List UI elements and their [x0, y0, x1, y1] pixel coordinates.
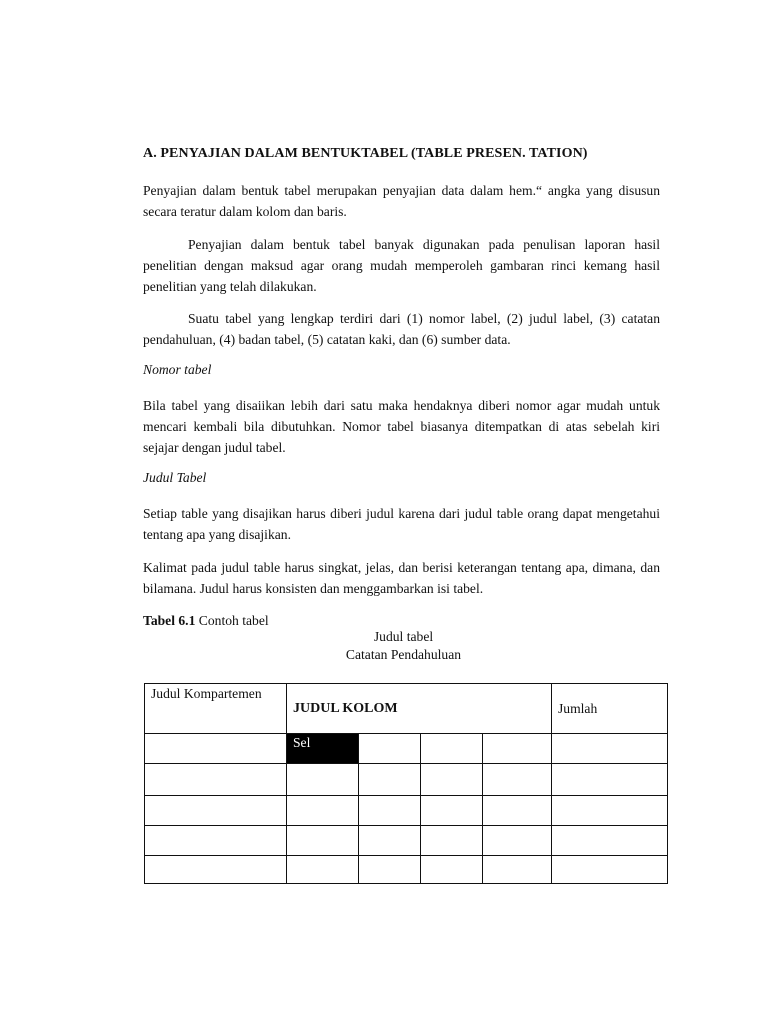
paragraph-intro: Penyajian dalam bentuk tabel merupakan penyajian data dalam hem.“ angka yang disusun secara teratur dalam kolom dan baris.: [143, 183, 660, 219]
table-cell: [483, 826, 552, 856]
table-cell: [359, 856, 421, 884]
table-cell: [552, 796, 668, 826]
table-cell: [287, 796, 359, 826]
paragraph-kalimat: Kalimat pada judul table harus singkat, jelas, dan berisi keterangan tentang apa, dimana, dan bilamana. Judul harus konsisten dan menggambarkan isi tabel.: [143, 560, 660, 596]
table-caption: [143, 613, 269, 629]
table-cell: [421, 856, 483, 884]
table-number: Tabel 6.1: [143, 613, 196, 628]
table-cell: [287, 826, 359, 856]
header-kompartemen: Judul Kompartemen: [145, 684, 287, 734]
table-cell: [421, 796, 483, 826]
header-judul-kolom: JUDUL KOLOM: [287, 684, 552, 734]
table-cell: [359, 734, 421, 764]
table-cell: [359, 764, 421, 796]
table-cell: [483, 796, 552, 826]
table-row: [145, 856, 668, 884]
subheading-judul-tabel: Judul Tabel: [143, 470, 207, 485]
highlighted-cell-sel: Sel: [287, 734, 359, 764]
table-cell: [421, 826, 483, 856]
table-cell: [483, 734, 552, 764]
table-intro-note: Catatan Pendahuluan: [345, 647, 462, 662]
table-cell: [287, 764, 359, 796]
table-cell: [145, 856, 287, 884]
subheading-nomor-tabel: Nomor tabel: [143, 362, 212, 377]
table-cell: [483, 856, 552, 884]
table-cell: [552, 734, 668, 764]
section-heading: A. PENYAJIAN DALAM BENTUKTABEL (TABLE PRESEN. TATION): [143, 146, 588, 161]
table-row: [145, 734, 668, 764]
table-row: [145, 764, 668, 796]
table-cell: [552, 764, 668, 796]
table-cell: [421, 734, 483, 764]
table-cell: [552, 826, 668, 856]
table-cell: [145, 796, 287, 826]
table-row: [145, 796, 668, 826]
paragraph-nomor: Bila tabel yang disaiikan lebih dari satu maka hendaknya diberi nomor agar mudah untuk mencari kembali bila dibutuhkan. Nomor tabel biasanya ditempatkan di atas sebelah kiri sejajar dengan judul tabel.: [143, 398, 660, 455]
table-cell: [145, 734, 287, 764]
table-cell: [552, 856, 668, 884]
table-title: Judul tabel: [373, 629, 434, 644]
table-cell: [359, 826, 421, 856]
table-header-row: [145, 684, 668, 734]
table-row: [145, 826, 668, 856]
sample-table: [144, 683, 668, 884]
table-cell: [483, 764, 552, 796]
paragraph-usage: Penyajian dalam bentuk tabel banyak digunakan pada penulisan laporan hasil penelitian dengan maksud agar orang mudah memperoleh gambaran rinci kemang hasil penelitian yang telah dilakukan.: [143, 237, 660, 294]
table-cell: [145, 764, 287, 796]
table-cell: [421, 764, 483, 796]
table-cell: [287, 856, 359, 884]
paragraph-judul: Setiap table yang disajikan harus diberi judul karena dari judul table orang dapat mengetahui tentang apa yang disajikan.: [143, 506, 660, 542]
table-cell: [145, 826, 287, 856]
table-caption-text: Contoh tabel: [195, 613, 269, 628]
paragraph-components: Suatu tabel yang lengkap terdiri dari (1) nomor label, (2) judul label, (3) catatan pendahuluan, (4) badan tabel, (5) catatan kaki, dan (6) sumber data.: [143, 311, 660, 347]
header-jumlah: Jumlah: [552, 684, 668, 734]
table-cell: [359, 796, 421, 826]
